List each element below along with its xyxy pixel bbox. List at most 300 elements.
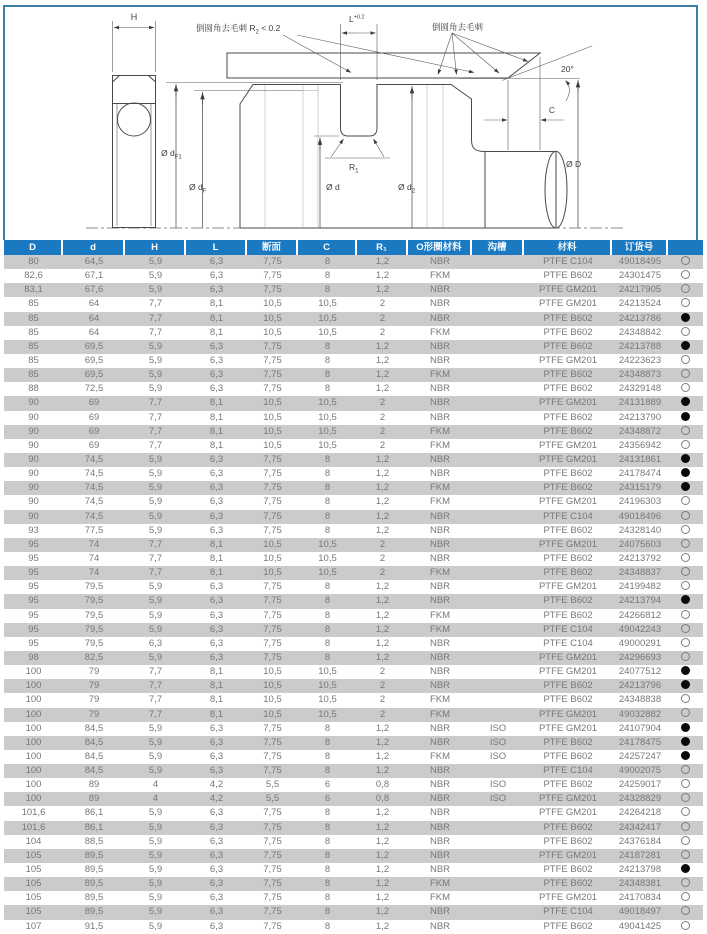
- cell: 8,1: [209, 538, 224, 550]
- cell: 8,1: [209, 397, 224, 409]
- cell: 24259017: [618, 779, 662, 791]
- cell: 24170834: [618, 892, 662, 904]
- cell: 10,5: [318, 708, 337, 720]
- cell: NBR: [429, 453, 451, 465]
- cell: 6,3: [209, 284, 224, 296]
- cell: 5,9: [148, 765, 163, 777]
- cell: 6,3: [209, 270, 224, 282]
- cell: [472, 396, 524, 410]
- cell: 24348842: [618, 326, 662, 338]
- cell: PTFE B602: [543, 750, 593, 762]
- cell: 5,9: [148, 609, 163, 621]
- availability-dot-empty: [681, 836, 690, 845]
- cell: [668, 722, 703, 736]
- column-header-订货号: 订货号: [612, 240, 668, 255]
- cell: 8: [324, 637, 331, 649]
- cell: 5,9: [148, 892, 163, 904]
- column-header-availability: [668, 240, 703, 255]
- cell: ISO: [489, 750, 507, 762]
- cell: 10,5: [263, 397, 282, 409]
- cell: 49018496: [618, 510, 662, 522]
- cell: 1,2: [375, 468, 390, 480]
- cell: 7,7: [148, 538, 163, 550]
- cell: 24315179: [618, 482, 662, 494]
- cell: [668, 623, 703, 637]
- cell: 8,1: [209, 439, 224, 451]
- cell: PTFE GM201: [538, 892, 598, 904]
- cell: 2: [379, 326, 386, 338]
- cell: 7,75: [263, 595, 282, 607]
- availability-dot-empty: [681, 496, 690, 505]
- cell: 100: [25, 736, 42, 748]
- cell: 8: [324, 340, 331, 352]
- cell: 7,75: [263, 651, 282, 663]
- table-row: [4, 665, 703, 679]
- cell: 74: [88, 552, 100, 564]
- cell: PTFE B602: [543, 864, 593, 876]
- table-row: [4, 425, 703, 439]
- table-row: [4, 396, 703, 410]
- cell: 7,7: [148, 425, 163, 437]
- cell: 24178475: [618, 736, 662, 748]
- cell: NBR: [429, 736, 451, 748]
- cell: FKM: [429, 623, 451, 635]
- availability-dot-empty: [681, 638, 690, 647]
- availability-dot-empty: [681, 652, 690, 661]
- cell: 10,5: [263, 425, 282, 437]
- table-row: [4, 538, 703, 552]
- cell: [472, 594, 524, 608]
- cell: 69: [88, 439, 100, 451]
- cell: 7,75: [263, 637, 282, 649]
- availability-dot-empty: [681, 624, 690, 633]
- cell: 7,75: [263, 849, 282, 861]
- angle-label: 20°: [561, 64, 574, 74]
- cell: 6,3: [209, 722, 224, 734]
- cell: [472, 382, 524, 396]
- cell: 95: [28, 609, 39, 621]
- table-row: [4, 481, 703, 495]
- cell: 5,9: [148, 270, 163, 282]
- cell: 4: [152, 793, 159, 805]
- cell: 8: [324, 920, 331, 932]
- cell: [668, 269, 703, 283]
- cell: 1,2: [375, 821, 390, 833]
- cell: PTFE C104: [543, 510, 593, 522]
- cell: [472, 877, 524, 891]
- cell: PTFE B602: [543, 567, 593, 579]
- cell: 6,3: [209, 864, 224, 876]
- cell: 100: [25, 750, 42, 762]
- cell: 24266812: [618, 609, 662, 621]
- table-row: [4, 920, 703, 934]
- cell: 79,5: [84, 595, 104, 607]
- cell: 80: [28, 256, 39, 267]
- cell: 88: [28, 383, 39, 395]
- cell: 1,2: [375, 750, 390, 762]
- cell: 49018495: [618, 256, 662, 267]
- cell: 7,7: [148, 312, 163, 324]
- cell: 10,5: [318, 680, 337, 692]
- cell: [472, 354, 524, 368]
- cell: 8: [324, 722, 331, 734]
- cell: 100: [25, 708, 42, 720]
- cell: 1,2: [375, 651, 390, 663]
- cell: ISO: [489, 779, 507, 791]
- table-row: [4, 764, 703, 778]
- cell: 5,9: [148, 453, 163, 465]
- cell: 1,2: [375, 835, 390, 847]
- table-row: [4, 283, 703, 297]
- cell: 8: [324, 651, 331, 663]
- cell: 24348837: [618, 567, 662, 579]
- cell: 89: [88, 779, 100, 791]
- cell: 5,9: [148, 496, 163, 508]
- cell: 89,5: [84, 849, 104, 861]
- availability-dot-empty: [681, 921, 690, 930]
- cell: 8: [324, 581, 331, 593]
- cell: 1,2: [375, 284, 390, 296]
- cell: 7,75: [263, 878, 282, 890]
- cell: 5,9: [148, 750, 163, 762]
- cell: PTFE C104: [543, 637, 593, 649]
- table-row: [4, 594, 703, 608]
- cell: [668, 538, 703, 552]
- availability-dot-empty: [681, 553, 690, 562]
- cell: 7,75: [263, 750, 282, 762]
- cell: 7,75: [263, 354, 282, 366]
- cell: 10,5: [263, 567, 282, 579]
- column-header-O形圈材料: O形圈材料: [408, 240, 472, 255]
- cell: 6,3: [209, 340, 224, 352]
- cell: 7,75: [263, 736, 282, 748]
- cell: NBR: [429, 793, 451, 805]
- cell: 24356942: [618, 439, 662, 451]
- cell: [668, 750, 703, 764]
- cell: 7,75: [263, 722, 282, 734]
- cell: 24213788: [618, 340, 662, 352]
- cell: PTFE B602: [543, 326, 593, 338]
- cell: [472, 552, 524, 566]
- cell: 24075603: [618, 538, 662, 550]
- cell: 89,5: [84, 892, 104, 904]
- cell: 7,75: [263, 765, 282, 777]
- cell: 2: [379, 397, 386, 409]
- cell: 7,7: [148, 708, 163, 720]
- cell: NBR: [429, 340, 451, 352]
- cell: 10,5: [318, 567, 337, 579]
- cell: 64: [88, 298, 100, 310]
- cell: 95: [28, 623, 39, 635]
- table-row: [4, 411, 703, 425]
- cell: NBR: [429, 637, 451, 649]
- cell: 6,3: [209, 354, 224, 366]
- cell: [472, 835, 524, 849]
- cell: FKM: [429, 425, 451, 437]
- cell: 79: [88, 708, 100, 720]
- cell: NBR: [429, 849, 451, 861]
- cell: 6,3: [209, 383, 224, 395]
- cell: [472, 609, 524, 623]
- cell: 1,2: [375, 878, 390, 890]
- cell: 24328829: [618, 793, 662, 805]
- cell: 10,5: [318, 411, 337, 423]
- cell: 24131889: [618, 397, 662, 409]
- cell: 7,75: [263, 524, 282, 536]
- cell: 8: [324, 623, 331, 635]
- column-header-C: C: [298, 240, 357, 255]
- cell: [472, 495, 524, 509]
- h-label: H: [130, 12, 138, 22]
- cell: PTFE GM201: [538, 581, 598, 593]
- cell: NBR: [429, 765, 451, 777]
- cell: PTFE B602: [543, 680, 593, 692]
- cell: 5,9: [148, 906, 163, 918]
- cell: 100: [25, 666, 42, 678]
- cell: 8,1: [209, 708, 224, 720]
- cell: 49002075: [618, 765, 662, 777]
- cell: 95: [28, 595, 39, 607]
- cell: PTFE B602: [543, 595, 593, 607]
- cell: 5,9: [148, 369, 163, 381]
- cell: 7,75: [263, 340, 282, 352]
- d-label: Ø d: [326, 182, 340, 192]
- cell: 1,2: [375, 807, 390, 819]
- cell: 74,5: [84, 510, 104, 522]
- cell: 10,5: [318, 312, 337, 324]
- cell: NBR: [429, 256, 451, 267]
- cell: 24213786: [618, 312, 662, 324]
- table-row: [4, 750, 703, 764]
- cell: PTFE B602: [543, 779, 593, 791]
- cell: 86,1: [84, 821, 104, 833]
- cell: 98: [28, 651, 39, 663]
- cell: 74: [88, 567, 100, 579]
- cell: NBR: [429, 722, 451, 734]
- cell: [668, 693, 703, 707]
- availability-dot-empty: [681, 581, 690, 590]
- cell: 10,5: [318, 538, 337, 550]
- cell: PTFE GM201: [538, 453, 598, 465]
- availability-dot-filled: [681, 595, 690, 604]
- table-row: [4, 580, 703, 594]
- cell: NBR: [429, 581, 451, 593]
- cell: 8: [324, 482, 331, 494]
- cell: 10,5: [318, 298, 337, 310]
- svg-text:Ø dF: Ø $d_F$: [189, 182, 207, 195]
- cell: 8: [324, 835, 331, 847]
- cell: NBR: [429, 651, 451, 663]
- cell: 10,5: [263, 326, 282, 338]
- table-row: [4, 806, 703, 820]
- cell: [668, 481, 703, 495]
- cell: 10,5: [318, 666, 337, 678]
- cell: PTFE GM201: [538, 666, 598, 678]
- cell: 2: [379, 680, 386, 692]
- cell: 8: [324, 270, 331, 282]
- cell: 8: [324, 807, 331, 819]
- cell: PTFE B602: [543, 411, 593, 423]
- cell: 86,1: [84, 807, 104, 819]
- cell: 7,7: [148, 552, 163, 564]
- cell: PTFE B602: [543, 821, 593, 833]
- cell: 85: [28, 369, 39, 381]
- cell: 7,75: [263, 369, 282, 381]
- cell: 85: [28, 312, 39, 324]
- table-row: [4, 905, 703, 919]
- cell: [668, 340, 703, 354]
- cell: [472, 255, 524, 269]
- cell: 6,3: [209, 849, 224, 861]
- availability-dot-filled: [681, 397, 690, 406]
- cell: [668, 637, 703, 651]
- cell: 5,9: [148, 878, 163, 890]
- availability-dot-empty: [681, 284, 690, 293]
- cell: 74: [88, 538, 100, 550]
- cell: 24077512: [618, 666, 662, 678]
- cell: 10,5: [318, 425, 337, 437]
- cell: 67,6: [84, 284, 104, 296]
- cell: 7,7: [148, 694, 163, 706]
- cell: 7,75: [263, 482, 282, 494]
- table-row: [4, 312, 703, 326]
- table-row: [4, 637, 703, 651]
- cell: [472, 283, 524, 297]
- cell: [668, 679, 703, 693]
- cell: [472, 665, 524, 679]
- cell: [472, 481, 524, 495]
- cell: 5,9: [148, 482, 163, 494]
- cell: 84,5: [84, 736, 104, 748]
- cell: 7,75: [263, 835, 282, 847]
- cell: 7,75: [263, 510, 282, 522]
- cell: 74,5: [84, 496, 104, 508]
- table-row: [4, 297, 703, 311]
- cell: 24199482: [618, 581, 662, 593]
- cell: 5,9: [148, 595, 163, 607]
- cell: [668, 510, 703, 524]
- availability-dot-filled: [681, 341, 690, 350]
- cell: 6,3: [209, 892, 224, 904]
- cell: PTFE B602: [543, 835, 593, 847]
- cell: 64: [88, 326, 100, 338]
- cell: 1,2: [375, 340, 390, 352]
- cell: [668, 920, 703, 934]
- cell: 10,5: [263, 694, 282, 706]
- cell: 105: [25, 892, 42, 904]
- cell: 7,75: [263, 284, 282, 296]
- cell: 83,1: [24, 284, 43, 296]
- cell: 8: [324, 510, 331, 522]
- cell: 24223623: [618, 354, 662, 366]
- cell: PTFE GM201: [538, 298, 598, 310]
- cell: [668, 312, 703, 326]
- cell: 69: [88, 397, 100, 409]
- cell: 10,5: [318, 326, 337, 338]
- cell: 24296693: [618, 651, 662, 663]
- cell: [472, 510, 524, 524]
- cell: 5,9: [148, 524, 163, 536]
- cell: 8: [324, 383, 331, 395]
- cell: [472, 821, 524, 835]
- cell: 89,5: [84, 864, 104, 876]
- cell: 5,9: [148, 340, 163, 352]
- cell: 1,2: [375, 524, 390, 536]
- cell: 49018497: [618, 906, 662, 918]
- cell: PTFE B602: [543, 878, 593, 890]
- cell: 8: [324, 821, 331, 833]
- cell: 107: [25, 920, 42, 932]
- availability-dot-filled: [681, 412, 690, 421]
- cell: 7,7: [148, 326, 163, 338]
- availability-dot-empty: [681, 793, 690, 802]
- cell: 90: [28, 439, 39, 451]
- cell: 5,9: [148, 736, 163, 748]
- table-row: [4, 877, 703, 891]
- cell: 101,6: [21, 821, 46, 833]
- cell: NBR: [429, 383, 451, 395]
- cell: 5,9: [148, 821, 163, 833]
- cell: 7,7: [148, 666, 163, 678]
- availability-dot-empty: [681, 779, 690, 788]
- cell: PTFE C104: [543, 623, 593, 635]
- cell: 1,2: [375, 383, 390, 395]
- cell: [472, 439, 524, 453]
- cell: 1,2: [375, 581, 390, 593]
- cell: 6,3: [209, 807, 224, 819]
- cell: [472, 524, 524, 538]
- cell: PTFE B602: [543, 482, 593, 494]
- table-row: [4, 255, 703, 269]
- cell: 95: [28, 637, 39, 649]
- cell: PTFE GM201: [538, 354, 598, 366]
- cell: 2: [379, 666, 386, 678]
- cell: [472, 326, 524, 340]
- cell: 88,5: [84, 835, 104, 847]
- cell: 90: [28, 425, 39, 437]
- cell: 10,5: [318, 397, 337, 409]
- availability-dot-empty: [681, 906, 690, 915]
- availability-dot-empty: [681, 610, 690, 619]
- cell: 69,5: [84, 369, 104, 381]
- availability-dot-empty: [681, 256, 690, 265]
- column-header-d: d: [63, 240, 125, 255]
- cell: 6,3: [209, 821, 224, 833]
- cell: [668, 778, 703, 792]
- cell: [668, 495, 703, 509]
- cell: 8,1: [209, 312, 224, 324]
- cell: PTFE B602: [543, 468, 593, 480]
- cell: PTFE B602: [543, 920, 593, 932]
- cell: FKM: [429, 892, 451, 904]
- cell: NBR: [429, 411, 451, 423]
- cell: 5,9: [148, 581, 163, 593]
- availability-dot-filled: [681, 723, 690, 732]
- cell: 5,9: [148, 510, 163, 522]
- cell: 7,75: [263, 821, 282, 833]
- cell: [668, 863, 703, 877]
- cell: 0,8: [375, 793, 390, 805]
- cell: 77,5: [84, 524, 104, 536]
- cell: 5,9: [148, 354, 163, 366]
- cell: PTFE GM201: [538, 397, 598, 409]
- cell: 79: [88, 694, 100, 706]
- cell: 24213524: [618, 298, 662, 310]
- availability-dot-empty: [681, 765, 690, 774]
- cell: 8: [324, 354, 331, 366]
- cell: 5,9: [148, 284, 163, 296]
- cell: FKM: [429, 708, 451, 720]
